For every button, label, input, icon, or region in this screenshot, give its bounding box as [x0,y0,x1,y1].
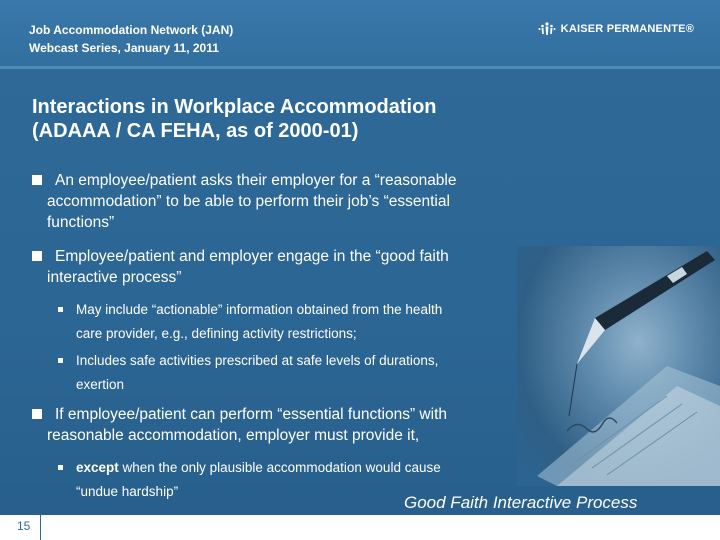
bullet-1-line-3: functions” [47,214,115,231]
kaiser-people-icon [538,22,556,36]
header-line-2: Webcast Series, January 11, 2011 [29,41,219,55]
footer-rule [40,515,41,540]
sub-bullet-marker [58,358,63,363]
sub-2-line-1: Includes safe activities prescribed at safe levels of durations, [76,353,439,368]
bullet-1 [32,170,532,233]
header-line-1: Job Accommodation Network (JAN) [29,23,234,37]
pen-document-photo [517,246,720,486]
bullet-marker [32,251,42,261]
bullet-marker [32,175,42,185]
slide-title [32,95,552,143]
pen-illustration [517,246,720,486]
bullet-2 [32,246,532,288]
footer-bar [0,515,720,540]
title-line-2: (ADAAA / CA FEHA, as of 2000-01) [32,120,359,142]
logo-text: KAISER PERMANENTE® [560,23,694,35]
sub-1-line-2: care provider, e.g., defining activity restrictions; [76,326,357,341]
bullet-2-sub-2 [58,349,518,397]
page-number: 15 [17,519,31,533]
sub-1-line-1: May include “actionable” information obtained from the health [76,302,443,317]
sub-3-line-2: “undue hardship” [76,484,179,499]
bullet-marker [32,409,42,419]
sub-bullet-marker [58,465,63,470]
bullet-2-line-1: Employee/patient and employer engage in the “good faith [55,248,449,265]
bullet-3-line-2: reasonable accommodation, employer must provide it, [47,427,420,444]
except-keyword: except [76,460,119,475]
bullet-2-sub-1 [58,298,518,346]
title-line-1: Interactions in Workplace Accommodation [32,96,437,118]
sub-2-line-2: exertion [76,377,125,392]
photo-caption: Good Faith Interactive Process [404,493,638,512]
kaiser-logo [538,22,694,36]
sub-bullet-marker [58,307,63,312]
sub-3-line-1: when the only plausible accommodation would cause [118,460,441,475]
bullet-1-line-1: An employee/patient asks their employer for a “reasonable [55,172,457,189]
bullet-3 [32,404,532,446]
bullet-3-line-1: If employee/patient can perform “essential functions” with [55,406,447,423]
bullet-2-line-2: interactive process” [47,269,182,286]
bullet-1-line-2: accommodation” to be able to perform their job’s “essential [47,193,450,210]
